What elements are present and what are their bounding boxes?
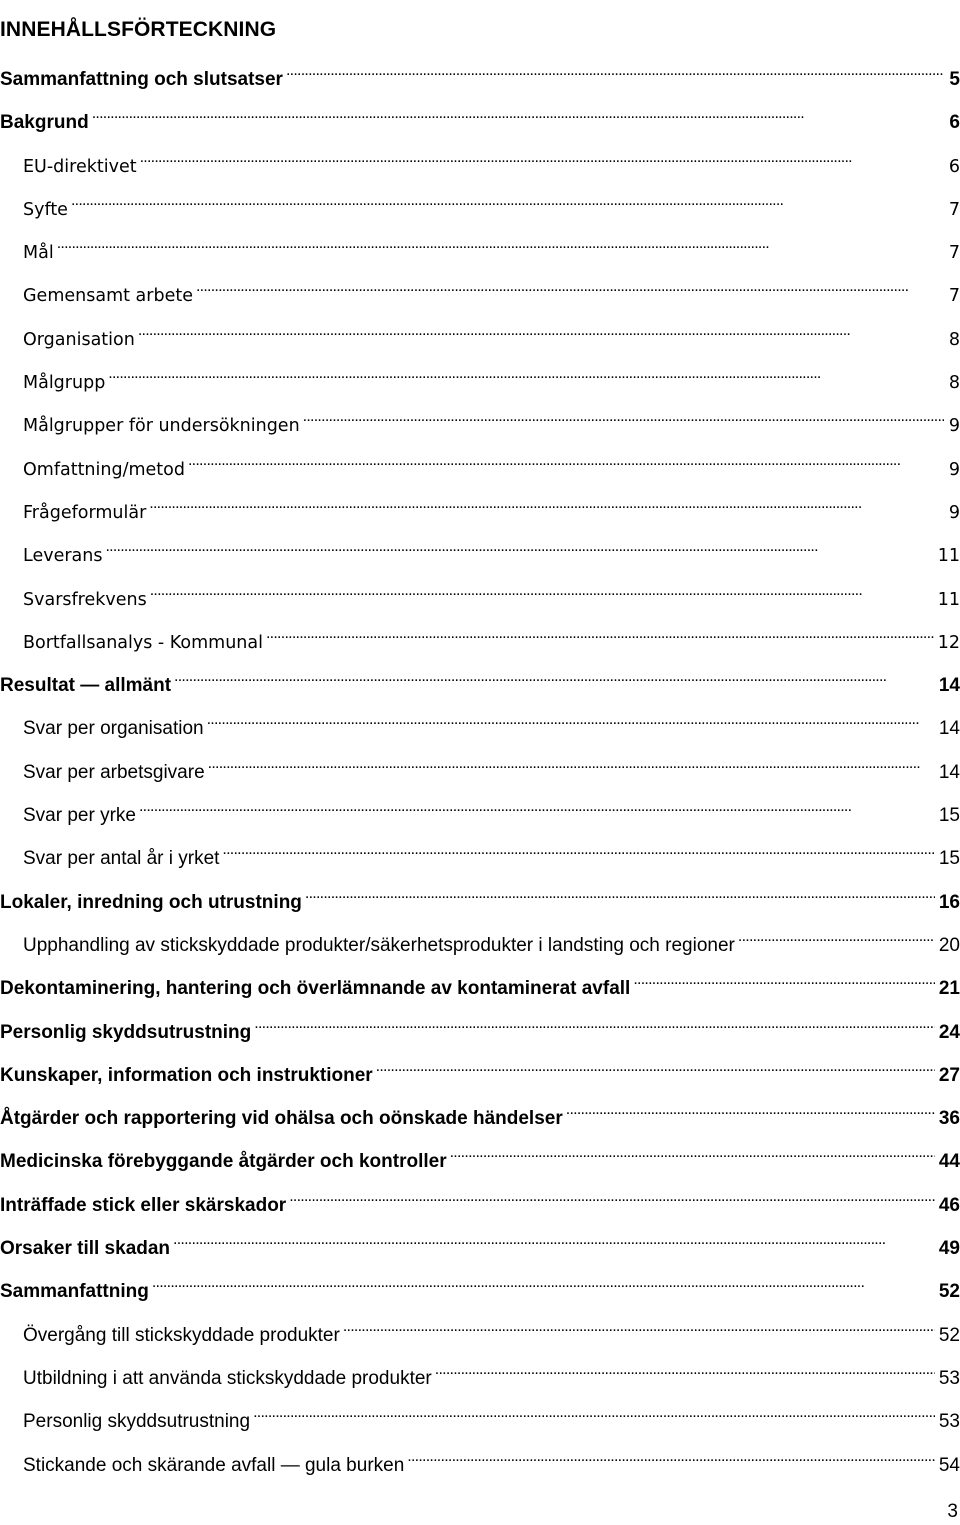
toc-entry-label: Resultat — allmänt — [0, 675, 172, 697]
toc-subheading-entry[interactable] — [0, 750, 960, 793]
toc-entry-page-number: 8 — [948, 329, 960, 350]
toc-dot-leader — [286, 57, 944, 85]
toc-subheading-entry[interactable] — [0, 144, 960, 187]
toc-subheading-entry[interactable] — [0, 533, 960, 576]
toc-entry-page-number: 52 — [938, 1324, 960, 1346]
toc-entry-page-number: 54 — [938, 1454, 960, 1476]
toc-heading-entry[interactable] — [0, 1096, 960, 1139]
toc-dot-leader — [633, 966, 935, 994]
toc-dot-leader — [207, 706, 935, 734]
toc-subheading-entry[interactable] — [0, 317, 960, 360]
toc-entry-label: Övergång till stickskyddade produkter — [23, 1324, 340, 1346]
toc-entry-page-number: 7 — [948, 243, 960, 264]
toc-heading-entry[interactable] — [0, 966, 960, 1009]
toc-entry-label: Bakgrund — [0, 112, 89, 134]
toc-entry-page-number: 9 — [948, 459, 960, 480]
toc-heading-entry[interactable] — [0, 1053, 960, 1096]
toc-entry-label: Svar per organisation — [23, 718, 204, 740]
toc-dot-leader — [435, 1356, 935, 1384]
toc-dot-leader — [152, 1269, 935, 1297]
toc-heading-entry[interactable] — [0, 880, 960, 923]
toc-entry-page-number: 44 — [938, 1151, 960, 1173]
toc-entry-page-number: 14 — [938, 675, 960, 697]
toc-entry-page-number: 21 — [938, 978, 960, 1000]
toc-dot-leader — [105, 533, 933, 561]
toc-entry-page-number: 11 — [937, 546, 960, 567]
table-of-contents — [0, 57, 960, 1486]
toc-dot-leader — [266, 620, 934, 648]
toc-subheading-entry[interactable] — [0, 1313, 960, 1356]
toc-dot-leader — [174, 663, 935, 691]
toc-subheading-entry[interactable] — [0, 923, 960, 966]
toc-entry-page-number: 53 — [938, 1367, 960, 1389]
toc-entry-label: Utbildning i att använda stickskyddade produkter — [23, 1367, 432, 1389]
toc-entry-label: Inträffade stick eller skärskador — [0, 1194, 287, 1216]
toc-entry-label: Svar per arbetsgivare — [23, 761, 205, 783]
toc-dot-leader — [173, 1226, 935, 1254]
toc-subheading-entry[interactable] — [0, 230, 960, 273]
toc-dot-leader — [196, 273, 944, 301]
toc-heading-entry[interactable] — [0, 57, 960, 100]
toc-subheading-entry[interactable] — [0, 403, 960, 446]
toc-entry-label: Målgrupp — [23, 373, 106, 394]
toc-entry-page-number: 6 — [948, 156, 960, 177]
toc-dot-leader — [140, 144, 944, 172]
page-number: 3 — [947, 1501, 958, 1522]
toc-dot-leader — [57, 230, 944, 258]
toc-entry-page-number: 7 — [948, 286, 960, 307]
toc-subheading-entry[interactable] — [0, 447, 960, 490]
toc-entry-label: Bortfallsanalys - Kommunal — [23, 632, 263, 653]
toc-entry-page-number: 9 — [948, 416, 960, 437]
toc-entry-label: Omfattning/metod — [23, 459, 185, 480]
toc-dot-leader — [71, 187, 944, 215]
toc-entry-label: Leverans — [23, 546, 103, 567]
toc-entry-page-number: 12 — [937, 632, 960, 653]
toc-heading-entry[interactable] — [0, 1226, 960, 1269]
toc-entry-label: Dekontaminering, hantering och överlämnande av kontaminerat avfall — [0, 978, 631, 1000]
toc-subheading-entry[interactable] — [0, 1356, 960, 1399]
toc-subheading-entry[interactable] — [0, 1443, 960, 1486]
toc-entry-page-number: 24 — [938, 1021, 960, 1043]
toc-entry-page-number: 49 — [938, 1238, 960, 1260]
toc-subheading-entry[interactable] — [0, 836, 960, 879]
toc-subheading-entry[interactable] — [0, 273, 960, 316]
toc-entry-label: Kunskaper, information och instruktioner — [0, 1064, 373, 1086]
toc-heading-entry[interactable] — [0, 663, 960, 706]
toc-dot-leader — [139, 793, 935, 821]
toc-subheading-entry[interactable] — [0, 1399, 960, 1442]
toc-entry-label: Personlig skyddsutrustning — [0, 1021, 252, 1043]
toc-dot-leader — [305, 880, 935, 908]
toc-entry-label: EU-direktivet — [23, 156, 137, 177]
toc-dot-leader — [138, 317, 944, 345]
toc-heading-entry[interactable] — [0, 1010, 960, 1053]
toc-heading-entry[interactable] — [0, 100, 960, 143]
toc-dot-leader — [208, 750, 935, 778]
toc-subheading-entry[interactable] — [0, 620, 960, 663]
toc-entry-page-number: 5 — [949, 69, 960, 90]
toc-heading-entry[interactable] — [0, 1139, 960, 1182]
toc-heading-entry[interactable] — [0, 1183, 960, 1226]
toc-dot-leader — [289, 1183, 935, 1211]
toc-dot-leader — [254, 1010, 935, 1038]
toc-entry-label: Svar per antal år i yrket — [23, 848, 220, 870]
toc-dot-leader — [149, 490, 944, 518]
toc-dot-leader — [253, 1399, 935, 1427]
toc-entry-page-number: 15 — [938, 805, 960, 827]
toc-entry-label: Åtgärder och rapportering vid ohälsa och oönskade händelser — [0, 1108, 563, 1130]
toc-dot-leader — [738, 923, 935, 951]
toc-entry-page-number: 20 — [938, 934, 960, 956]
page-title: INNEHÅLLSFÖRTECKNING — [0, 18, 277, 42]
toc-entry-page-number: 14 — [938, 761, 960, 783]
toc-subheading-entry[interactable] — [0, 187, 960, 230]
toc-entry-label: Personlig skyddsutrustning — [23, 1411, 251, 1433]
toc-entry-page-number: 52 — [938, 1281, 960, 1303]
toc-entry-page-number: 7 — [948, 199, 960, 220]
toc-entry-page-number: 14 — [938, 718, 960, 740]
toc-entry-page-number: 15 — [938, 848, 960, 870]
toc-heading-entry[interactable] — [0, 1269, 960, 1312]
toc-entry-label: Målgrupper för undersökningen — [23, 416, 300, 437]
toc-dot-leader — [108, 360, 944, 388]
toc-dot-leader — [343, 1313, 935, 1341]
toc-entry-label: Sammanfattning — [0, 1281, 149, 1303]
toc-dot-leader — [92, 100, 944, 128]
toc-entry-page-number: 6 — [949, 112, 960, 134]
toc-dot-leader — [566, 1096, 935, 1124]
toc-entry-label: Upphandling av stickskyddade produkter/säkerhetsprodukter i landsting och regioner — [23, 934, 735, 956]
toc-entry-page-number: 9 — [948, 502, 960, 523]
toc-entry-page-number: 46 — [938, 1194, 960, 1216]
toc-dot-leader — [303, 403, 944, 431]
toc-subheading-entry[interactable] — [0, 706, 960, 749]
toc-subheading-entry[interactable] — [0, 793, 960, 836]
toc-dot-leader — [450, 1139, 935, 1167]
toc-entry-page-number: 53 — [938, 1411, 960, 1433]
toc-dot-leader — [376, 1053, 935, 1081]
toc-dot-leader — [222, 836, 934, 864]
toc-entry-label: Svarsfrekvens — [23, 589, 147, 610]
toc-entry-label: Lokaler, inredning och utrustning — [0, 891, 302, 913]
toc-dot-leader — [188, 447, 944, 475]
toc-entry-label: Frågeformulär — [23, 502, 147, 523]
toc-entry-page-number: 36 — [938, 1108, 960, 1130]
toc-subheading-entry[interactable] — [0, 360, 960, 403]
toc-subheading-entry[interactable] — [0, 490, 960, 533]
toc-dot-leader — [150, 577, 934, 605]
toc-entry-label: Orsaker till skadan — [0, 1238, 171, 1260]
toc-entry-label: Mål — [23, 243, 54, 264]
toc-entry-label: Gemensamt arbete — [23, 286, 193, 307]
toc-entry-label: Stickande och skärande avfall — gula burken — [23, 1454, 405, 1476]
toc-subheading-entry[interactable] — [0, 577, 960, 620]
toc-entry-label: Syfte — [23, 199, 68, 220]
toc-entry-page-number: 27 — [938, 1064, 960, 1086]
toc-entry-page-number: 8 — [948, 373, 960, 394]
toc-entry-label: Sammanfattning och slutsatser — [0, 69, 283, 90]
toc-entry-label: Medicinska förebyggande åtgärder och kontroller — [0, 1151, 447, 1173]
toc-dot-leader — [407, 1443, 935, 1471]
toc-entry-page-number: 11 — [937, 589, 960, 610]
toc-entry-label: Organisation — [23, 329, 135, 350]
toc-entry-page-number: 16 — [938, 891, 960, 913]
toc-entry-label: Svar per yrke — [23, 805, 136, 827]
